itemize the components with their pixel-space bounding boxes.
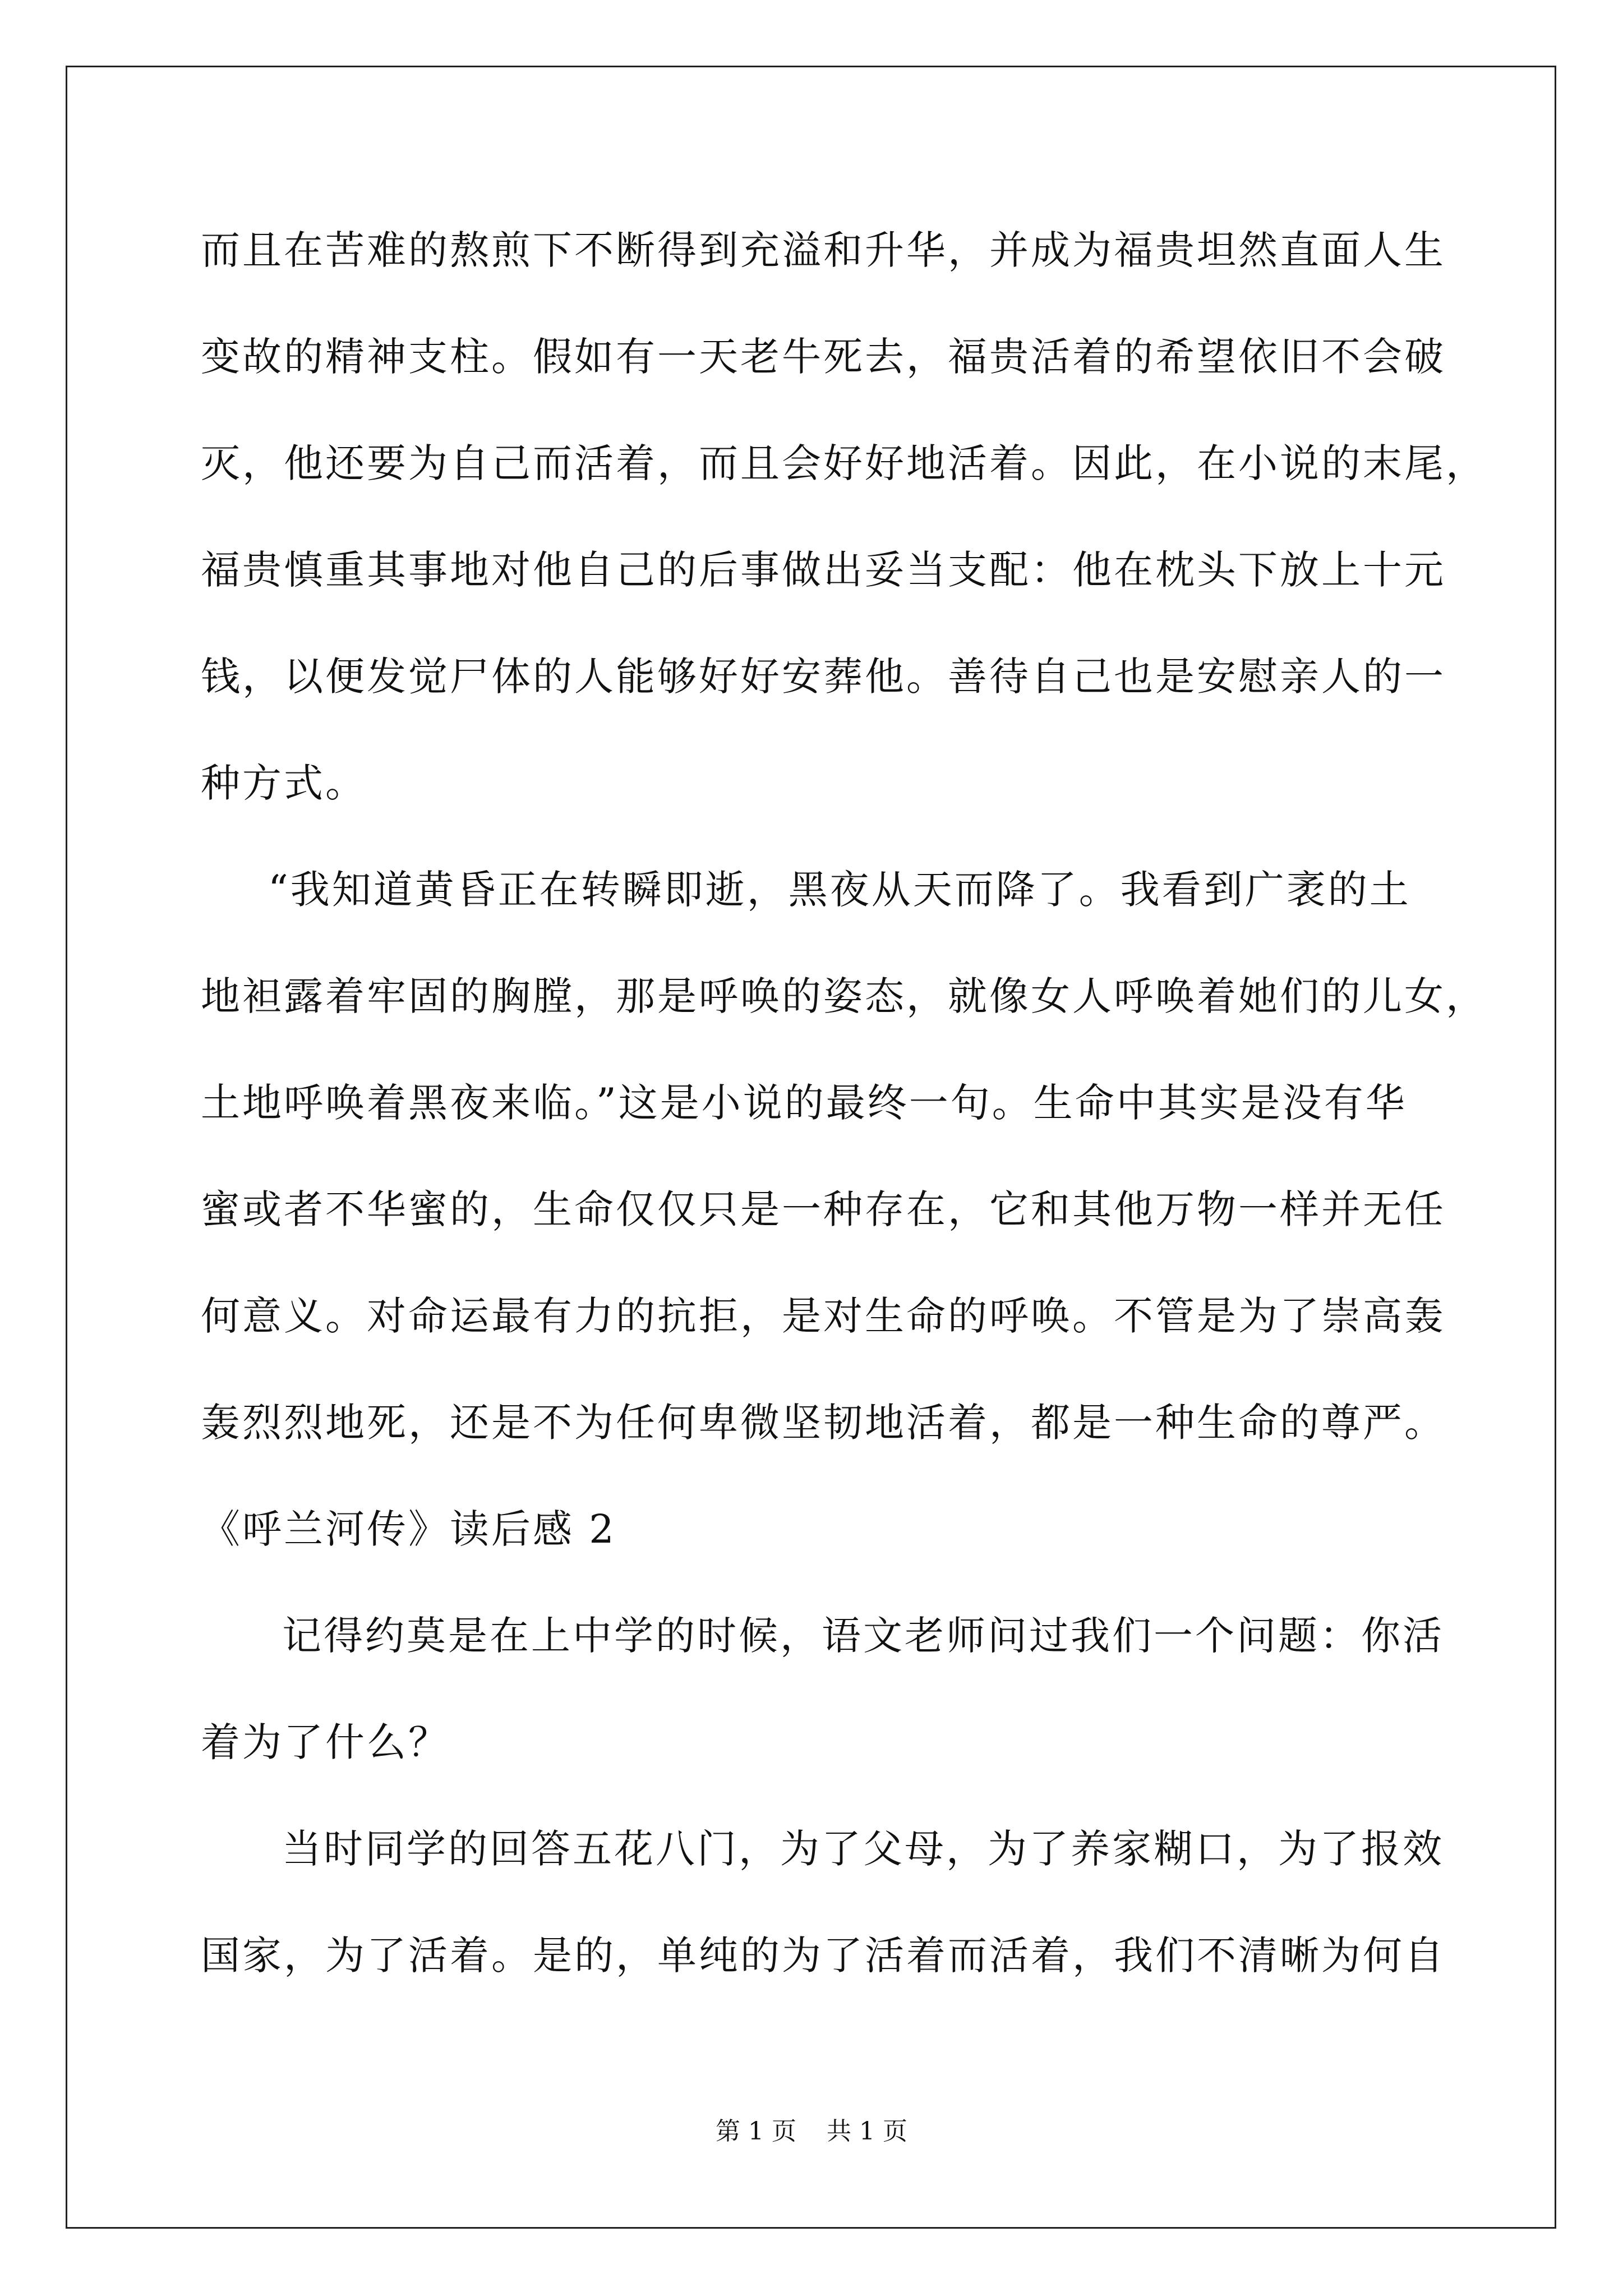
paragraph-start-line: 当时同学的回答五花八门，为了父母，为了养家糊口，为了报效 — [282, 1826, 1444, 1872]
text-line: 种方式。 — [201, 760, 367, 806]
text-line: 灭，他还要为自己而活着，而且会好好地活着。因此，在小说的末尾， — [201, 440, 1487, 486]
text-line: 钱，以便发觉尸体的人能够好好安葬他。善待自己也是安慰亲人的一 — [201, 654, 1446, 700]
text-line: 变故的精神支柱。假如有一天老牛死去，福贵活着的希望依旧不会破 — [201, 334, 1446, 380]
paragraph-start-line: “我知道黄昏正在转瞬即逝，黑夜从天而降了。我看到广袤的土 — [268, 867, 1411, 913]
text-line: 地袒露着牢固的胸膛，那是呼唤的姿态，就像女人呼唤着她们的儿女， — [201, 973, 1487, 1019]
text-line: 何意义。对命运最有力的抗拒，是对生命的呼唤。不管是为了崇高轰 — [201, 1293, 1446, 1339]
text-line: 福贵慎重其事地对他自己的后事做出妥当支配：他在枕头下放上十元 — [201, 547, 1446, 593]
page-number: 第 1 页 — [716, 2117, 796, 2146]
text-line: 着为了什么？ — [201, 1719, 450, 1765]
text-line: 而且在苦难的熬煎下不断得到充溢和升华，并成为福贵坦然直面人生 — [201, 227, 1446, 273]
paragraph-start-line: 记得约莫是在上中学的时候，语文老师问过我们一个问题：你活 — [282, 1613, 1444, 1659]
page-total: 共 1 页 — [827, 2117, 907, 2146]
text-line: 土地呼唤着黑夜来临。”这是小说的最终一句。生命中其实是没有华 — [201, 1080, 1407, 1126]
section-heading: 《呼兰河传》读后感 2 — [201, 1506, 616, 1552]
document-body — [201, 222, 1487, 2034]
text-line: 轰烈烈地死，还是不为任何卑微坚韧地活着，都是一种生命的尊严。 — [201, 1400, 1446, 1446]
page-footer — [0, 2115, 1623, 2148]
text-line: 国家，为了活着。是的，单纯的为了活着而活着，我们不清晰为何自 — [201, 1932, 1446, 1978]
text-line: 蜜或者不华蜜的，生命仅仅只是一种存在，它和其他万物一样并无任 — [201, 1186, 1446, 1232]
